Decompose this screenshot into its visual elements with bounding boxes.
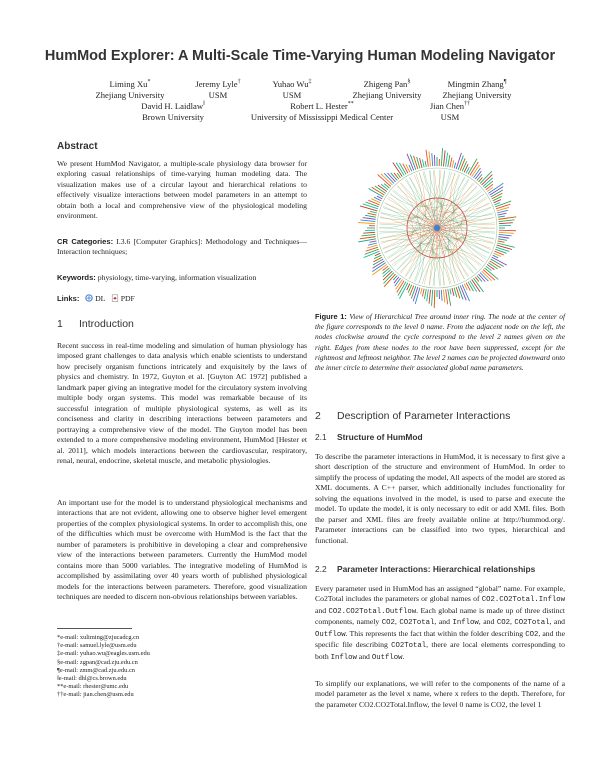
cr-categories [57,237,307,258]
author-block: Liming Xu* Zhejiang University [95,78,165,100]
outer-tick [391,173,397,181]
outer-tick [499,220,515,222]
outer-tick [458,286,463,299]
dl-link[interactable]: DL [85,294,107,303]
outer-tick [499,223,513,224]
outer-tick [434,290,435,308]
outer-tick [360,206,377,211]
abstract-text: We present HumMod Navigator, a multiple-scale physiology data browser for exploring casual relationships of time-varying human modeling data. The visualization makes use of a circular layout and hierarchical relations to effectively visualize interactions between model parameters in an attempt to obtain both a local and comprehensive view of the physiological modeling environment. [57,159,307,221]
outer-tick [360,237,376,239]
root-node [434,225,440,231]
outer-tick [426,150,428,167]
section-2-1-paragraph: To describe the parameter interactions in HumMod, it is necessary to first give a short description of the structure and environment of HumMod. In order to simplify the process of updating the model, All aspects of the model are stored as XML documents. A C++ parser, which additionally includes functionality for solving the equations involved in the model, is used to parse and execute the model. To update the model, it is only necessary to edit or add XML files. Both the parser and XML files are freely available online at http://hummod.org/. Parameter interactions can be classified into two types, hierarchical and functional. [315,452,565,545]
outer-tick [432,153,433,166]
dl-icon [85,294,93,302]
author-name: Jian Chen [429,100,465,111]
footnote: *e-mail: xuliming@zjucadcg.cn [57,634,140,641]
figure-caption [315,312,565,373]
outer-tick [468,282,474,292]
links [57,294,307,304]
outer-tick [383,268,390,274]
author-block: Robert L. Hester** University of Mississippi Medical Center [250,100,394,122]
author-name: Jeremy Lyle [195,78,238,89]
intro-paragraph-1: Recent success in real-time modeling and simulation of human physiology has imposed grant challenges to data analysis which enable scientists to understand how precisely organism functions intricately and exquisitely by the laws of physics and chemistry. In 1972, Guyton et al. [Guyton AC 1972] published a landmark paper giving an integrative model for the circulatory system involving multiple body organ systems. This model was remarkable because of its successful integration of multiple physiological systems, as well as its conciseness and clarity in describing interactions between parameters and portraying a comprehensive view of the model. The Guyton model has been extended to a more comprehensive modeling environment, HumMod [Hester et al. 2011], which models interactions between the cardiovascular, respiratory, renal, neural, endocrine, skeletal muscle, and metabolic physiologies. [57,341,307,465]
outer-tick [446,289,448,304]
outer-tick [395,278,401,286]
edge [400,249,481,273]
outer-tick [443,290,444,303]
outer-tick [427,289,429,301]
outer-tick [496,204,510,209]
outer-tick [377,196,382,199]
outer-tick [450,289,451,295]
section-2-heading: 2 Description of Parameter Interactions [315,410,511,422]
outer-tick [498,217,516,220]
outer-tick [456,153,461,169]
outer-tick [488,263,497,269]
outer-tick [486,184,493,190]
outer-tick [415,288,420,304]
figure-label: Figure 1: [315,312,347,321]
outer-tick [363,204,378,209]
footnote: ††e-mail: jian.chen@usm.edu [57,691,134,699]
author-block: Zhigeng Pan§ Zhejiang University [352,78,422,100]
outer-tick [432,290,433,306]
author-affiliation: USM [208,89,228,100]
author-affiliation: University of Mississippi Medical Center [250,111,394,122]
author-affiliation: USM [440,111,460,122]
intro-paragraph-2: An important use for the model is to understand physiological mechanisms and interactions that are not evident, allowing one to observe higher level emergent properties of the complex physiological systems. In order to accomplish this, one of the difficulties which must be overcome with HumMod is the fact that the number of parameters is prohibitive in developing a clear and comprehensive view of the interactions between parameters. Currently the HumMod model contains more than 5000 variables. The integrative modeling of HumMod is accomplished by assimilating over 40 years worth of published physiological models for the interactions between parameters. Therefore, good visualization techniques are needed to discern non-obvious relationships between variables. [57,498,307,602]
author-block: Yuhao Wu‡ USM [272,78,312,100]
subsection-2-2-heading: 2.2 Parameter Interactions: Hierarchical relationships [315,564,536,574]
footnotes [57,634,307,700]
outer-tick [410,155,415,170]
outer-tick [446,153,448,167]
footnote: ‡e-mail: yuhao.wu@eagles.usm.edu [57,650,150,658]
footnote: ¶e-mail: zmm@cad.zju.edu.cn [57,666,135,674]
outer-tick [365,215,376,217]
outer-tick [425,161,426,167]
keywords-text: physiology, time-varying, information visualization [97,273,257,282]
outer-tick [381,184,388,190]
author-name: Liming Xu [109,78,148,89]
footnote: ‖e-mail: dhl@cs.brown.edu [57,675,127,683]
hierarchical-tree-figure [330,140,545,310]
outer-tick [499,232,514,233]
author-name: David H. Laidlaw [141,100,204,111]
pdf-icon [111,294,119,302]
outer-tick [368,213,377,215]
outer-tick [498,237,509,239]
abstract-heading: Abstract [57,141,98,152]
author-name: Mingmin Zhang [447,78,504,89]
footnote: **e-mail: rhester@umc.edu [57,683,129,691]
author-block: Mingmin Zhang¶ Zhejiang University [442,78,512,100]
outer-tick [368,243,377,245]
outer-tick [460,158,465,170]
outer-tick [403,164,408,174]
outer-tick [361,234,375,235]
outer-tick [458,156,463,170]
outer-tick [454,163,456,169]
footnote-rule [57,628,132,629]
outer-tick [363,232,375,233]
outer-tick [370,211,377,213]
paper-title: HumMod Explorer: A Multi-Scale Time-Varying Human Modeling Navigator [44,48,556,64]
outer-tick [498,213,507,215]
outer-tick [478,274,485,281]
outer-tick [497,243,514,247]
outer-tick [366,202,379,207]
outer-tick [448,155,450,167]
subsection-2-1-heading: 2.1 Structure of HumMod [315,432,423,442]
outer-tick [443,150,445,166]
edge [393,184,474,208]
outer-tick [450,158,452,168]
outer-tick [363,218,376,220]
outer-tick [360,220,375,222]
outer-tick [358,222,375,223]
outer-tick [424,289,426,299]
author-name: Yuhao Wu [272,78,309,89]
pdf-link[interactable]: PDF [111,294,135,303]
outer-tick [499,234,512,235]
outer-tick [452,160,454,168]
author-block: David H. Laidlaw‖ Brown University [141,100,205,122]
outer-tick [492,193,503,199]
section-1-heading: 1 Introduction [57,318,134,330]
outer-tick [484,268,498,280]
outer-tick [378,174,391,186]
keywords-label: Keywords: [57,273,96,282]
outer-tick [421,288,422,294]
outer-tick [475,171,481,179]
outer-tick [487,264,494,269]
links-label: Links: [57,294,80,303]
outer-tick [365,249,379,254]
author-affiliation: Zhejiang University [95,89,165,100]
outer-tick [422,160,424,168]
outer-tick [420,158,422,168]
keywords [57,273,307,283]
author-affiliation: Zhejiang University [442,89,512,100]
author-affiliation: Zhejiang University [352,89,422,100]
author-block: Jian Chen†† USM [429,100,471,122]
section-2-2-paragraph-2: To simplify our explanations, we will refer to the components of the name of a model parameter as the level x name, where x refers to the depth. Therefore, for the parameter CO2.CO2Total.Inflow, the level 0 name is CO2, the level 1 [315,679,565,709]
outer-tick [370,241,377,242]
outer-tick [441,290,442,301]
outer-tick [373,257,382,262]
outer-tick [422,289,424,297]
footnote: †e-mail: samuel.lyle@usm.edu [57,642,137,650]
outer-tick [413,287,418,301]
outer-tick [499,230,516,231]
outer-tick [498,241,505,242]
outer-tick [498,239,507,241]
outer-tick [452,288,454,296]
outer-tick [498,216,505,217]
outer-tick [494,203,500,205]
author-affiliation: USM [282,89,302,100]
cr-label: CR Categories: [57,237,114,246]
outer-tick [375,253,380,255]
author-block: Jeremy Lyle† USM [195,78,241,100]
outer-tick [493,255,498,258]
outer-tick [429,151,431,166]
outer-tick [429,290,430,304]
author-name: Zhigeng Pan [363,78,408,89]
section-2-2-paragraph: Every parameter used in HumMod has an assigned “global” name. For example, Co2Total includes the parameters or global names of CO2.CO2Total.Inflow and CO2.CO2Total.Outflow. Each global name is made up of three distinct components, namely CO2, CO2Total, and Inflow, and CO2, CO2Total, and Outflow. This represents the fact that within the folder describing CO2, and the specific file describing CO2Total, there are local elements corresponding to both Inflow and Outflow. [315,584,566,662]
figure-caption-text: View of Hierarchical Tree around inner ring. The node at the center of the figure corresponds to the level 0 name. From the adjacent node on the left, the nodes clockwise around the cycle correspond to the level 2 names given on the right. Edges from these nodes to the root have been suppressed, except for the rightmost and leftmost neighbor. The level 2 names can be projected downward onto the inner circle to determine their associated global name parameters. [315,312,565,373]
author-affiliation: Brown University [142,111,204,122]
outer-tick [441,148,442,166]
cr-text: I.3.6 [Computer Graphics]: Methodology and Techniques—Interaction techniques; [57,237,307,257]
footnote: §e-mail: zgpan@cad.zju.edu.cn [57,658,138,666]
author-name: Robert L. Hester [290,100,348,111]
